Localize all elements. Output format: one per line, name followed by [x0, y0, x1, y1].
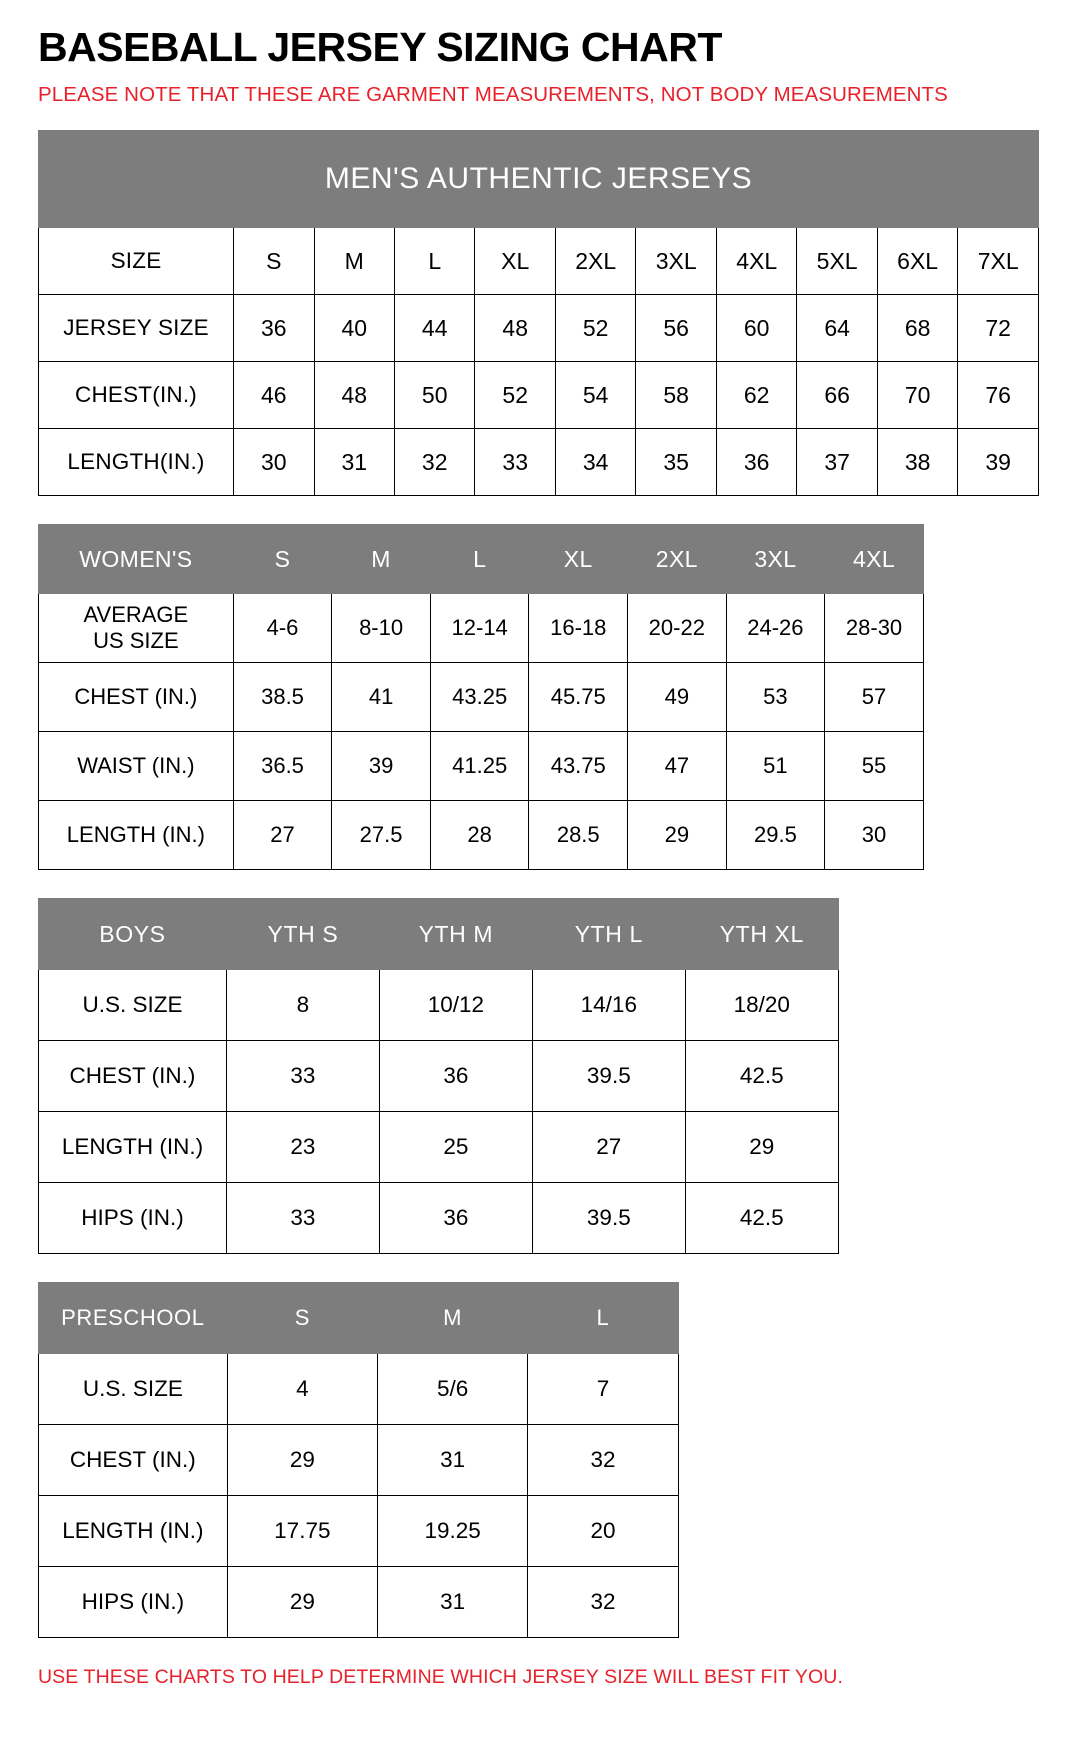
row-label: LENGTH (IN.): [39, 1496, 228, 1567]
cell: 66: [797, 362, 877, 429]
row-label: WAIST (IN.): [39, 732, 234, 801]
mens-band-label: MEN'S AUTHENTIC JERSEYS: [39, 131, 1039, 228]
cell: 31: [314, 429, 394, 496]
cell: 43.75: [529, 732, 628, 801]
row-label: SIZE: [39, 228, 234, 295]
cell: 54: [555, 362, 635, 429]
cell: 19.25: [377, 1496, 527, 1567]
cell: 7XL: [958, 228, 1039, 295]
cell: 42.5: [685, 1041, 838, 1112]
cell: 55: [825, 732, 924, 801]
size-header: YTH XL: [685, 899, 838, 970]
womens-table-header-band: [39, 525, 924, 594]
cell: 51: [726, 732, 825, 801]
cell: XL: [475, 228, 555, 295]
cell: 28: [430, 801, 529, 870]
cell: 43.25: [430, 663, 529, 732]
cell: 7: [528, 1354, 678, 1425]
cell: 53: [726, 663, 825, 732]
mens-sizing-table: [38, 130, 1039, 496]
garment-measurement-note: PLEASE NOTE THAT THESE ARE GARMENT MEASUREMENTS, NOT BODY MEASUREMENTS: [38, 83, 948, 107]
size-header: L: [430, 525, 529, 594]
preschool-sizing-table: [38, 1282, 679, 1638]
table-row: [39, 429, 1039, 496]
cell: 36.5: [233, 732, 332, 801]
cell: 23: [226, 1112, 379, 1183]
table-row: [39, 362, 1039, 429]
cell: 17.75: [227, 1496, 377, 1567]
cell: 39.5: [532, 1041, 685, 1112]
size-header: 3XL: [726, 525, 825, 594]
size-header: S: [233, 525, 332, 594]
size-header: YTH S: [226, 899, 379, 970]
table-row: [39, 801, 924, 870]
row-label: U.S. SIZE: [39, 1354, 228, 1425]
cell: 64: [797, 295, 877, 362]
cell: 31: [377, 1567, 527, 1638]
table-row: [39, 295, 1039, 362]
cell: 4: [227, 1354, 377, 1425]
row-label: HIPS (IN.): [39, 1183, 227, 1254]
cell: 68: [877, 295, 957, 362]
cell: 44: [394, 295, 474, 362]
cell: 39.5: [532, 1183, 685, 1254]
size-header: S: [227, 1283, 377, 1354]
cell: 25: [379, 1112, 532, 1183]
cell: 4XL: [716, 228, 796, 295]
table-row: [39, 970, 839, 1041]
cell: 45.75: [529, 663, 628, 732]
cell: 76: [958, 362, 1039, 429]
preschool-table-header-band: [39, 1283, 679, 1354]
cell: 60: [716, 295, 796, 362]
table-row: [39, 663, 924, 732]
cell: 32: [528, 1425, 678, 1496]
size-header: 4XL: [825, 525, 924, 594]
row-label: HIPS (IN.): [39, 1567, 228, 1638]
row-label: LENGTH (IN.): [39, 1112, 227, 1183]
cell: 39: [332, 732, 431, 801]
cell: 33: [226, 1041, 379, 1112]
size-header: M: [377, 1283, 527, 1354]
cell: 39: [958, 429, 1039, 496]
cell: 50: [394, 362, 474, 429]
cell: 34: [555, 429, 635, 496]
cell: 24-26: [726, 594, 825, 663]
cell: 16-18: [529, 594, 628, 663]
cell: 36: [379, 1041, 532, 1112]
cell: L: [394, 228, 474, 295]
cell: 48: [314, 362, 394, 429]
table-row: [39, 1496, 679, 1567]
table-row: [39, 1567, 679, 1638]
cell: 29.5: [726, 801, 825, 870]
boys-band-label: BOYS: [39, 899, 227, 970]
cell: 49: [628, 663, 727, 732]
cell: S: [234, 228, 314, 295]
cell: 41.25: [430, 732, 529, 801]
cell: 5XL: [797, 228, 877, 295]
row-label: CHEST(IN.): [39, 362, 234, 429]
cell: 29: [227, 1425, 377, 1496]
cell: 41: [332, 663, 431, 732]
row-label-line1: AVERAGE: [83, 601, 189, 627]
cell: 42.5: [685, 1183, 838, 1254]
table-row: [39, 594, 924, 663]
cell: 14/16: [532, 970, 685, 1041]
cell: 2XL: [555, 228, 635, 295]
table-row: [39, 1041, 839, 1112]
cell: 70: [877, 362, 957, 429]
cell: 30: [234, 429, 314, 496]
cell: 37: [797, 429, 877, 496]
cell: 47: [628, 732, 727, 801]
row-label: [39, 594, 234, 663]
page-title: BASEBALL JERSEY SIZING CHART: [38, 24, 722, 70]
womens-band-label: WOMEN'S: [39, 525, 234, 594]
cell: 52: [555, 295, 635, 362]
cell: 31: [377, 1425, 527, 1496]
row-label: CHEST (IN.): [39, 663, 234, 732]
cell: 36: [716, 429, 796, 496]
cell: 38.5: [233, 663, 332, 732]
cell: 10/12: [379, 970, 532, 1041]
cell: 36: [234, 295, 314, 362]
cell: 32: [394, 429, 474, 496]
size-header: M: [332, 525, 431, 594]
cell: 12-14: [430, 594, 529, 663]
cell: 38: [877, 429, 957, 496]
table-row: [39, 1425, 679, 1496]
size-header: L: [528, 1283, 678, 1354]
cell: 30: [825, 801, 924, 870]
cell: 29: [628, 801, 727, 870]
row-label: U.S. SIZE: [39, 970, 227, 1041]
cell: 8: [226, 970, 379, 1041]
cell: 56: [636, 295, 716, 362]
cell: 52: [475, 362, 555, 429]
row-label-line2: US SIZE: [93, 628, 179, 654]
row-label: LENGTH (IN.): [39, 801, 234, 870]
table-row: [39, 732, 924, 801]
cell: 28.5: [529, 801, 628, 870]
row-label: CHEST (IN.): [39, 1041, 227, 1112]
cell: 62: [716, 362, 796, 429]
cell: 29: [227, 1567, 377, 1638]
boys-sizing-table: [38, 898, 839, 1254]
womens-sizing-table: [38, 524, 924, 870]
mens-table-header-band: [39, 131, 1039, 228]
cell: 20-22: [628, 594, 727, 663]
cell: 8-10: [332, 594, 431, 663]
cell: 3XL: [636, 228, 716, 295]
table-row: [39, 228, 1039, 295]
boys-table-header-band: [39, 899, 839, 970]
table-row: [39, 1183, 839, 1254]
cell: M: [314, 228, 394, 295]
size-header: XL: [529, 525, 628, 594]
footer-note: USE THESE CHARTS TO HELP DETERMINE WHICH JERSEY SIZE WILL BEST FIT YOU.: [38, 1666, 843, 1689]
size-header: YTH L: [532, 899, 685, 970]
row-label: LENGTH(IN.): [39, 429, 234, 496]
cell: 28-30: [825, 594, 924, 663]
cell: 6XL: [877, 228, 957, 295]
cell: 36: [379, 1183, 532, 1254]
size-header: 2XL: [628, 525, 727, 594]
cell: 32: [528, 1567, 678, 1638]
cell: 58: [636, 362, 716, 429]
row-label: JERSEY SIZE: [39, 295, 234, 362]
table-row: [39, 1112, 839, 1183]
cell: 5/6: [377, 1354, 527, 1425]
cell: 57: [825, 663, 924, 732]
cell: 18/20: [685, 970, 838, 1041]
cell: 35: [636, 429, 716, 496]
cell: 72: [958, 295, 1039, 362]
table-row: [39, 1354, 679, 1425]
cell: 27.5: [332, 801, 431, 870]
cell: 20: [528, 1496, 678, 1567]
cell: 33: [226, 1183, 379, 1254]
preschool-band-label: PRESCHOOL: [39, 1283, 228, 1354]
row-label: CHEST (IN.): [39, 1425, 228, 1496]
cell: 27: [532, 1112, 685, 1183]
cell: 46: [234, 362, 314, 429]
cell: 4-6: [233, 594, 332, 663]
cell: 48: [475, 295, 555, 362]
cell: 40: [314, 295, 394, 362]
size-header: YTH M: [379, 899, 532, 970]
cell: 29: [685, 1112, 838, 1183]
cell: 27: [233, 801, 332, 870]
cell: 33: [475, 429, 555, 496]
